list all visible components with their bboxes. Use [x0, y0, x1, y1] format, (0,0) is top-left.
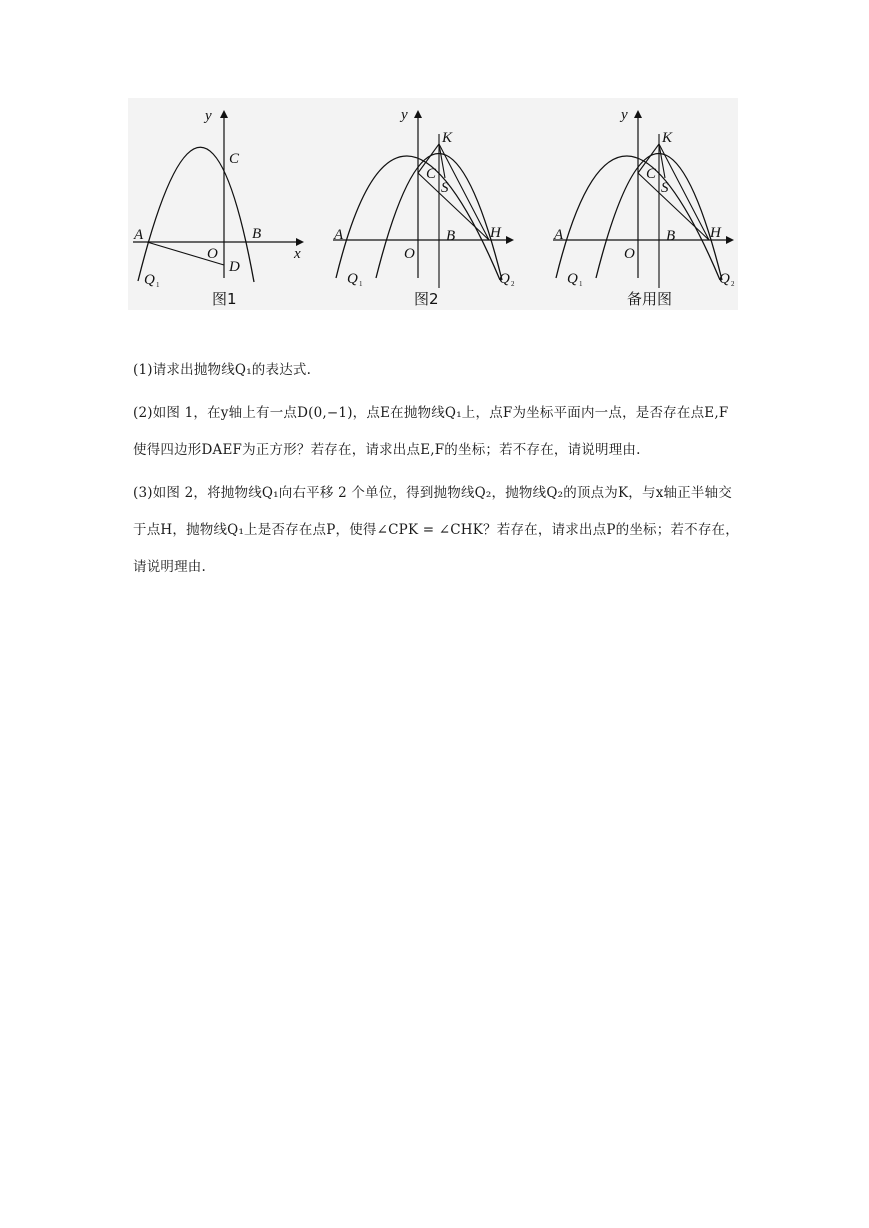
label-s: S — [661, 180, 669, 196]
x-axis-arrow — [506, 236, 514, 244]
question-3: (3)如图 2，将抛物线Q₁向右平移 2 个单位，得到抛物线Q₂，抛物线Q₂的顶点为K，与x轴正半轴交于点H，抛物线Q₁上是否存在点P，使得∠CPK = ∠CHK？若存在，请求出点P的坐标；若不存在，请说明理由. — [133, 485, 739, 575]
label-c: C — [646, 166, 657, 182]
label-k: K — [662, 130, 673, 146]
figure-1-caption: 图1 — [212, 290, 237, 308]
label-b: B — [446, 228, 456, 244]
label-d: D — [229, 259, 240, 275]
label-k: K — [442, 130, 453, 146]
label-q1-sub: 1 — [579, 280, 583, 288]
y-axis-arrow — [414, 110, 422, 118]
label-y: y — [205, 108, 212, 124]
question-2: (2)如图 1，在y轴上有一点D(0,−1)，点E在抛物线Q₁上，点F为坐标平面内一点，是否存在点E,F使得四边形DAEF为正方形？若存在，请求出点E,F的坐标；若不存在，请说明理由. — [133, 405, 729, 458]
label-h: H — [490, 225, 501, 241]
y-axis-arrow — [634, 110, 642, 118]
label-q1: Q — [144, 272, 155, 288]
figure-backup-caption: 备用图 — [627, 290, 673, 308]
label-q2-sub: 2 — [511, 280, 515, 288]
label-q2-sub: 2 — [731, 280, 735, 288]
figure-1 — [128, 98, 328, 310]
question-1: (1)请求出抛物线Q₁的表达式. — [133, 362, 312, 378]
label-q2: Q — [499, 271, 510, 287]
label-b: B — [252, 226, 262, 242]
x-axis-arrow — [726, 236, 734, 244]
label-a: A — [554, 227, 564, 243]
label-h: H — [710, 225, 721, 241]
label-o: O — [624, 246, 635, 262]
label-q1: Q — [347, 271, 358, 287]
label-o: O — [207, 246, 218, 262]
label-y: y — [401, 107, 408, 123]
label-o: O — [404, 246, 415, 262]
label-q1-sub: 1 — [359, 280, 363, 288]
label-c: C — [229, 151, 240, 167]
label-b: B — [666, 228, 676, 244]
label-q1-sub: 1 — [156, 281, 160, 289]
figure-2 — [328, 98, 528, 310]
label-s: S — [441, 180, 449, 196]
label-a: A — [134, 227, 144, 243]
label-a: A — [334, 227, 344, 243]
figure-2-caption: 图2 — [414, 290, 439, 308]
question-list — [133, 352, 739, 586]
x-axis-arrow — [296, 238, 304, 246]
y-axis-arrow — [220, 110, 228, 118]
label-y: y — [621, 107, 628, 123]
label-c: C — [426, 166, 437, 182]
figure-backup — [548, 98, 748, 310]
label-q2: Q — [719, 271, 730, 287]
label-x: x — [294, 246, 301, 262]
label-q1: Q — [567, 271, 578, 287]
